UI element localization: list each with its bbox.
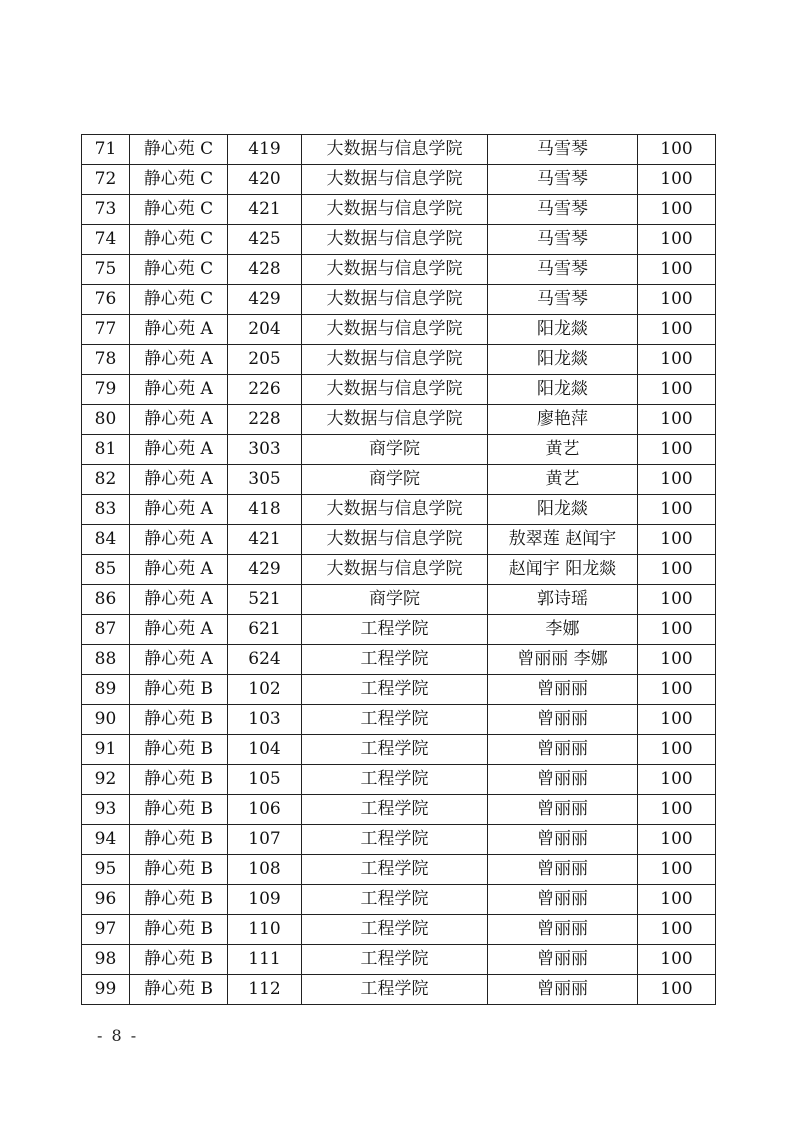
room-cell: 305 (228, 465, 302, 495)
building-cell: 静心苑 A (130, 645, 228, 675)
room-cell: 103 (228, 705, 302, 735)
table-row (82, 675, 716, 705)
score-cell: 100 (638, 195, 716, 225)
college-cell: 大数据与信息学院 (302, 345, 488, 375)
college-cell: 工程学院 (302, 705, 488, 735)
score-cell: 100 (638, 615, 716, 645)
room-cell: 421 (228, 525, 302, 555)
table-row (82, 915, 716, 945)
score-cell: 100 (638, 465, 716, 495)
staff-name-cell: 阳龙燚 (488, 345, 638, 375)
table-row (82, 285, 716, 315)
staff-name-cell: 曾丽丽 (488, 675, 638, 705)
room-cell: 228 (228, 405, 302, 435)
table-row (82, 585, 716, 615)
score-cell: 100 (638, 885, 716, 915)
score-cell: 100 (638, 525, 716, 555)
staff-name-cell: 黄艺 (488, 465, 638, 495)
staff-name-cell: 黄艺 (488, 435, 638, 465)
row-number-cell: 74 (82, 225, 130, 255)
row-number-cell: 94 (82, 825, 130, 855)
college-cell: 工程学院 (302, 735, 488, 765)
score-cell: 100 (638, 255, 716, 285)
row-number-cell: 88 (82, 645, 130, 675)
building-cell: 静心苑 B (130, 825, 228, 855)
building-cell: 静心苑 B (130, 885, 228, 915)
college-cell: 大数据与信息学院 (302, 405, 488, 435)
row-number-cell: 76 (82, 285, 130, 315)
college-cell: 大数据与信息学院 (302, 135, 488, 165)
table-row (82, 945, 716, 975)
room-cell: 418 (228, 495, 302, 525)
table-row (82, 195, 716, 225)
college-cell: 工程学院 (302, 885, 488, 915)
building-cell: 静心苑 A (130, 375, 228, 405)
room-cell: 428 (228, 255, 302, 285)
staff-name-cell: 曾丽丽 (488, 825, 638, 855)
college-cell: 大数据与信息学院 (302, 255, 488, 285)
score-cell: 100 (638, 765, 716, 795)
row-number-cell: 71 (82, 135, 130, 165)
row-number-cell: 77 (82, 315, 130, 345)
page-number: - 8 - (97, 1026, 139, 1045)
building-cell: 静心苑 B (130, 675, 228, 705)
row-number-cell: 90 (82, 705, 130, 735)
building-cell: 静心苑 A (130, 585, 228, 615)
score-cell: 100 (638, 945, 716, 975)
staff-name-cell: 曾丽丽 李娜 (488, 645, 638, 675)
table-row (82, 975, 716, 1005)
table-row (82, 255, 716, 285)
staff-name-cell: 马雪琴 (488, 165, 638, 195)
building-cell: 静心苑 A (130, 525, 228, 555)
staff-name-cell: 廖艳萍 (488, 405, 638, 435)
score-cell: 100 (638, 585, 716, 615)
staff-name-cell: 曾丽丽 (488, 855, 638, 885)
table-row (82, 705, 716, 735)
building-cell: 静心苑 C (130, 255, 228, 285)
score-cell: 100 (638, 795, 716, 825)
staff-name-cell: 曾丽丽 (488, 975, 638, 1005)
room-cell: 107 (228, 825, 302, 855)
building-cell: 静心苑 A (130, 615, 228, 645)
table-row (82, 855, 716, 885)
building-cell: 静心苑 B (130, 735, 228, 765)
room-cell: 420 (228, 165, 302, 195)
staff-name-cell: 马雪琴 (488, 135, 638, 165)
row-number-cell: 80 (82, 405, 130, 435)
room-cell: 109 (228, 885, 302, 915)
room-cell: 110 (228, 915, 302, 945)
table-row (82, 495, 716, 525)
building-cell: 静心苑 B (130, 765, 228, 795)
college-cell: 工程学院 (302, 765, 488, 795)
row-number-cell: 95 (82, 855, 130, 885)
building-cell: 静心苑 A (130, 555, 228, 585)
staff-name-cell: 曾丽丽 (488, 945, 638, 975)
building-cell: 静心苑 B (130, 945, 228, 975)
row-number-cell: 86 (82, 585, 130, 615)
score-cell: 100 (638, 345, 716, 375)
room-cell: 624 (228, 645, 302, 675)
building-cell: 静心苑 B (130, 915, 228, 945)
row-number-cell: 91 (82, 735, 130, 765)
score-cell: 100 (638, 435, 716, 465)
row-number-cell: 87 (82, 615, 130, 645)
table-row (82, 375, 716, 405)
score-cell: 100 (638, 735, 716, 765)
room-cell: 425 (228, 225, 302, 255)
staff-name-cell: 曾丽丽 (488, 915, 638, 945)
building-cell: 静心苑 B (130, 975, 228, 1005)
college-cell: 工程学院 (302, 945, 488, 975)
building-cell: 静心苑 B (130, 795, 228, 825)
college-cell: 大数据与信息学院 (302, 165, 488, 195)
score-cell: 100 (638, 225, 716, 255)
building-cell: 静心苑 C (130, 285, 228, 315)
room-cell: 429 (228, 285, 302, 315)
staff-name-cell: 阳龙燚 (488, 315, 638, 345)
score-cell: 100 (638, 495, 716, 525)
staff-name-cell: 郭诗瑶 (488, 585, 638, 615)
staff-name-cell: 马雪琴 (488, 225, 638, 255)
score-cell: 100 (638, 135, 716, 165)
room-cell: 104 (228, 735, 302, 765)
staff-name-cell: 曾丽丽 (488, 735, 638, 765)
row-number-cell: 92 (82, 765, 130, 795)
row-number-cell: 79 (82, 375, 130, 405)
score-cell: 100 (638, 555, 716, 585)
college-cell: 大数据与信息学院 (302, 285, 488, 315)
score-cell: 100 (638, 675, 716, 705)
score-cell: 100 (638, 405, 716, 435)
staff-name-cell: 曾丽丽 (488, 765, 638, 795)
college-cell: 大数据与信息学院 (302, 555, 488, 585)
staff-name-cell: 李娜 (488, 615, 638, 645)
room-cell: 521 (228, 585, 302, 615)
room-cell: 102 (228, 675, 302, 705)
college-cell: 大数据与信息学院 (302, 525, 488, 555)
college-cell: 工程学院 (302, 855, 488, 885)
row-number-cell: 89 (82, 675, 130, 705)
college-cell: 工程学院 (302, 675, 488, 705)
row-number-cell: 72 (82, 165, 130, 195)
college-cell: 工程学院 (302, 825, 488, 855)
college-cell: 工程学院 (302, 615, 488, 645)
college-cell: 商学院 (302, 435, 488, 465)
staff-name-cell: 曾丽丽 (488, 705, 638, 735)
room-cell: 226 (228, 375, 302, 405)
college-cell: 商学院 (302, 585, 488, 615)
building-cell: 静心苑 A (130, 465, 228, 495)
table-row (82, 165, 716, 195)
table-row (82, 315, 716, 345)
table-row (82, 555, 716, 585)
college-cell: 大数据与信息学院 (302, 375, 488, 405)
table-body (82, 135, 716, 1005)
building-cell: 静心苑 C (130, 195, 228, 225)
room-cell: 112 (228, 975, 302, 1005)
staff-name-cell: 赵闻宇 阳龙燚 (488, 555, 638, 585)
building-cell: 静心苑 A (130, 315, 228, 345)
staff-name-cell: 阳龙燚 (488, 375, 638, 405)
row-number-cell: 99 (82, 975, 130, 1005)
college-cell: 工程学院 (302, 915, 488, 945)
row-number-cell: 78 (82, 345, 130, 375)
row-number-cell: 83 (82, 495, 130, 525)
score-cell: 100 (638, 165, 716, 195)
room-cell: 111 (228, 945, 302, 975)
score-cell: 100 (638, 855, 716, 885)
row-number-cell: 75 (82, 255, 130, 285)
table-row (82, 825, 716, 855)
table-row (82, 645, 716, 675)
room-cell: 303 (228, 435, 302, 465)
college-cell: 工程学院 (302, 975, 488, 1005)
building-cell: 静心苑 A (130, 435, 228, 465)
table-row (82, 435, 716, 465)
room-cell: 204 (228, 315, 302, 345)
table-row (82, 735, 716, 765)
room-cell: 205 (228, 345, 302, 375)
room-cell: 105 (228, 765, 302, 795)
row-number-cell: 98 (82, 945, 130, 975)
staff-name-cell: 敖翠莲 赵闻宇 (488, 525, 638, 555)
staff-name-cell: 曾丽丽 (488, 885, 638, 915)
room-cell: 419 (228, 135, 302, 165)
score-cell: 100 (638, 645, 716, 675)
score-cell: 100 (638, 975, 716, 1005)
score-cell: 100 (638, 705, 716, 735)
table-row (82, 885, 716, 915)
row-number-cell: 82 (82, 465, 130, 495)
room-cell: 429 (228, 555, 302, 585)
score-cell: 100 (638, 915, 716, 945)
dormitory-score-table (81, 134, 716, 1005)
staff-name-cell: 马雪琴 (488, 195, 638, 225)
table-row (82, 615, 716, 645)
college-cell: 工程学院 (302, 645, 488, 675)
score-cell: 100 (638, 825, 716, 855)
building-cell: 静心苑 C (130, 135, 228, 165)
college-cell: 大数据与信息学院 (302, 495, 488, 525)
building-cell: 静心苑 C (130, 225, 228, 255)
score-cell: 100 (638, 315, 716, 345)
row-number-cell: 85 (82, 555, 130, 585)
row-number-cell: 81 (82, 435, 130, 465)
table-row (82, 525, 716, 555)
table-row (82, 345, 716, 375)
table-row (82, 795, 716, 825)
building-cell: 静心苑 A (130, 405, 228, 435)
score-cell: 100 (638, 375, 716, 405)
building-cell: 静心苑 A (130, 495, 228, 525)
row-number-cell: 73 (82, 195, 130, 225)
room-cell: 421 (228, 195, 302, 225)
score-cell: 100 (638, 285, 716, 315)
college-cell: 工程学院 (302, 795, 488, 825)
table-row (82, 405, 716, 435)
table-row (82, 135, 716, 165)
room-cell: 108 (228, 855, 302, 885)
row-number-cell: 96 (82, 885, 130, 915)
building-cell: 静心苑 A (130, 345, 228, 375)
table-row (82, 765, 716, 795)
room-cell: 621 (228, 615, 302, 645)
building-cell: 静心苑 C (130, 165, 228, 195)
room-cell: 106 (228, 795, 302, 825)
building-cell: 静心苑 B (130, 705, 228, 735)
staff-name-cell: 阳龙燚 (488, 495, 638, 525)
college-cell: 大数据与信息学院 (302, 195, 488, 225)
staff-name-cell: 马雪琴 (488, 285, 638, 315)
row-number-cell: 97 (82, 915, 130, 945)
building-cell: 静心苑 B (130, 855, 228, 885)
table-row (82, 465, 716, 495)
college-cell: 大数据与信息学院 (302, 315, 488, 345)
college-cell: 商学院 (302, 465, 488, 495)
table-row (82, 225, 716, 255)
row-number-cell: 93 (82, 795, 130, 825)
row-number-cell: 84 (82, 525, 130, 555)
staff-name-cell: 马雪琴 (488, 255, 638, 285)
staff-name-cell: 曾丽丽 (488, 795, 638, 825)
college-cell: 大数据与信息学院 (302, 225, 488, 255)
